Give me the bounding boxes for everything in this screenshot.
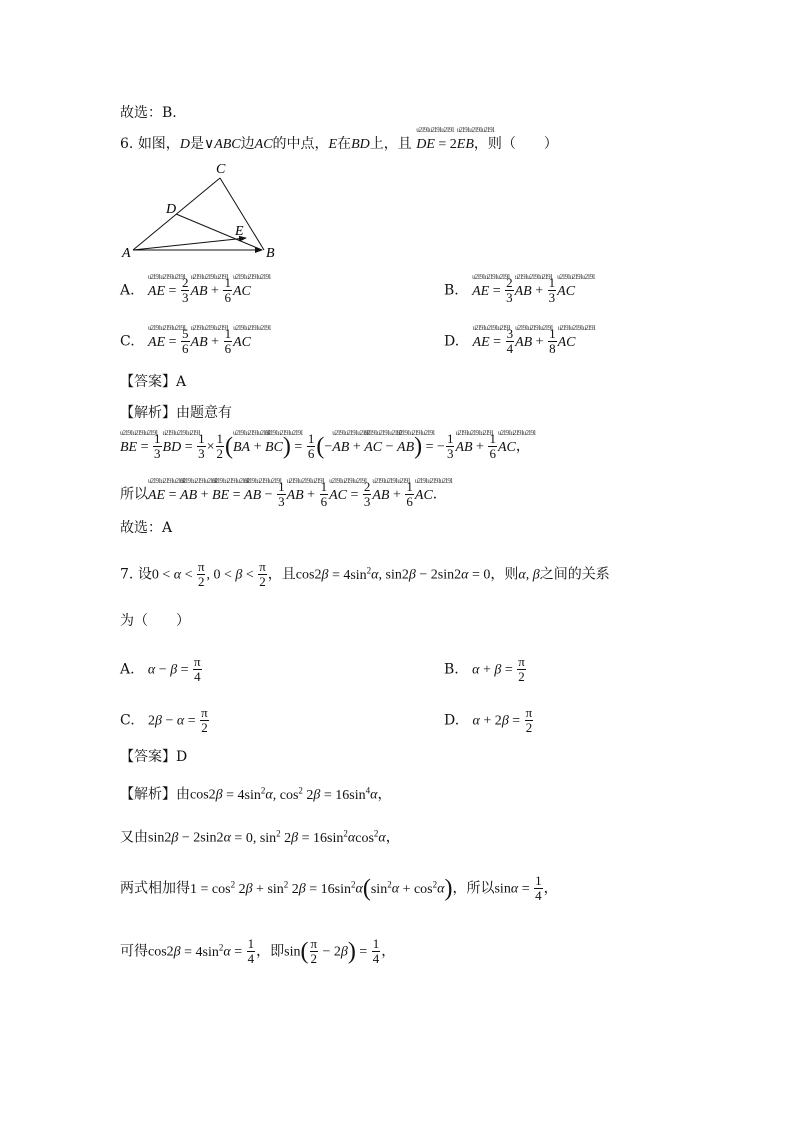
triangle-figure	[112, 158, 292, 268]
q7-analysis-line4: 可得$\cos 2\beta = 4\sin^2\alpha$ = $\frac{1}{4}$ ，即sin( $\frac{\pi}{2}$ − 2β) = $\frac{1}{4}$ ，	[120, 936, 396, 966]
label-C: C	[216, 162, 226, 177]
q7-option-a: A. α − β = $\frac{\pi}{4}$	[120, 654, 201, 684]
q7-analysis-line2: 又由sin2β − 2sin2α = 0, $\sin^2 2\beta = 16\sin^2\alpha\cos^2\alpha$，	[120, 828, 400, 846]
q6-option-b: B. u2191u2191u2191 AE = $\frac{2}{3}$ u2191u2191u2191 AB + $\frac{1}{3}$ u2191u2191u2191 AC	[444, 276, 575, 305]
q6-option-c: C. u2191u2191u2191 AE = $\frac{5}{6}$ u2191u2191u2191 AB + $\frac{1}{6}$ u2191u2191u2191 AC	[120, 327, 251, 356]
q6-analysis-title: 【解析】由题意有	[120, 405, 232, 421]
q5-answer: 故选：B.	[120, 105, 177, 121]
q6-conclusion: 故选：A	[120, 520, 173, 536]
q7-option-b: B. α + β = $\frac{\pi}{2}$	[444, 654, 525, 684]
q7-answer: 【答案】D	[120, 749, 188, 765]
q6-stem: 6. 如图，D是∨ABC边AC的中点，E在BD上，且 u2191u2191u2191 DE = 2u2191u2191u2191 EB，则（ ）	[120, 137, 558, 152]
label-A: A	[122, 246, 131, 261]
q6-analysis-line2: 所以u2191u2191u2191 AE = u2191u2191u2191 AB + u2191u2191u2191 BE = u2191u2191u2191 AB − $\frac{1}{3}$ u2191u2191u2191 AB + $\frac{1}{6}$ u2191u2191u2191 AC = $\frac{2}{3}$ u2191u2191u2191 AB + $\frac{1}{6}$ u2191u2191u2191 AC．	[120, 480, 447, 509]
q6-answer: 【答案】A	[120, 374, 187, 390]
q7-stem-line1: 7. 设0 < α < $\frac{\pi}{2}$ , 0 < β < $\frac{\pi}{2}$ ，且$\cos 2\beta = 4\sin^2\alpha$, sin2β − 2sin2α = 0，则α, β之间的关系	[120, 559, 610, 589]
label-D: D	[166, 202, 177, 217]
q6-option-d: D. u2191u2191u2191 AE = $\frac{3}{4}$ u2191u2191u2191 AB + $\frac{1}{8}$ u2191u2191u2191 AC	[444, 327, 575, 356]
q7-option-c: C. 2β − α = $\frac{\pi}{2}$	[120, 705, 208, 735]
q6-option-a: A. u2191u2191u2191 AE = $\frac{2}{3}$ u2191u2191u2191 AB + $\frac{1}{6}$ u2191u2191u2191 AC	[120, 276, 251, 305]
label-B: B	[266, 246, 275, 261]
q7-option-d: D. α + 2β = $\frac{\pi}{2}$	[444, 705, 533, 735]
q7-analysis-line1: 【解析】由$\cos 2\beta = 4\sin^2\alpha$, $\cos^2 2\beta = 16\sin^4\alpha$，	[120, 785, 392, 803]
q6-analysis-line1: u2191u2191u2191 BE = $\frac{1}{3}$ u2191u2191u2191 BD = $\frac{1}{3}$ × $\frac{1}{2}$ (u2191u2191u2191 BA + u2191u2191u2191 BC) = $\frac{1}{6}$ (−u2191u2191u2191 AB + u2191u2191u2191 AC − u2191u2191u2191 AB) = − $\frac{1}{3}$ u2191u2191u2191 AB + $\frac{1}{6}$ u2191u2191u2191 AC，	[120, 432, 530, 461]
q7-analysis-line3: 两式相加得$1 = \cos^2 2\beta + \sin^2 2\beta = 16\sin^2\alpha(\sin^2\alpha + \cos^2\alpha)$，所以sinα = $\frac{1}{4}$ ，	[120, 873, 558, 903]
q7-stem-line2: 为（ ）	[120, 613, 190, 629]
label-E: E	[235, 224, 244, 239]
